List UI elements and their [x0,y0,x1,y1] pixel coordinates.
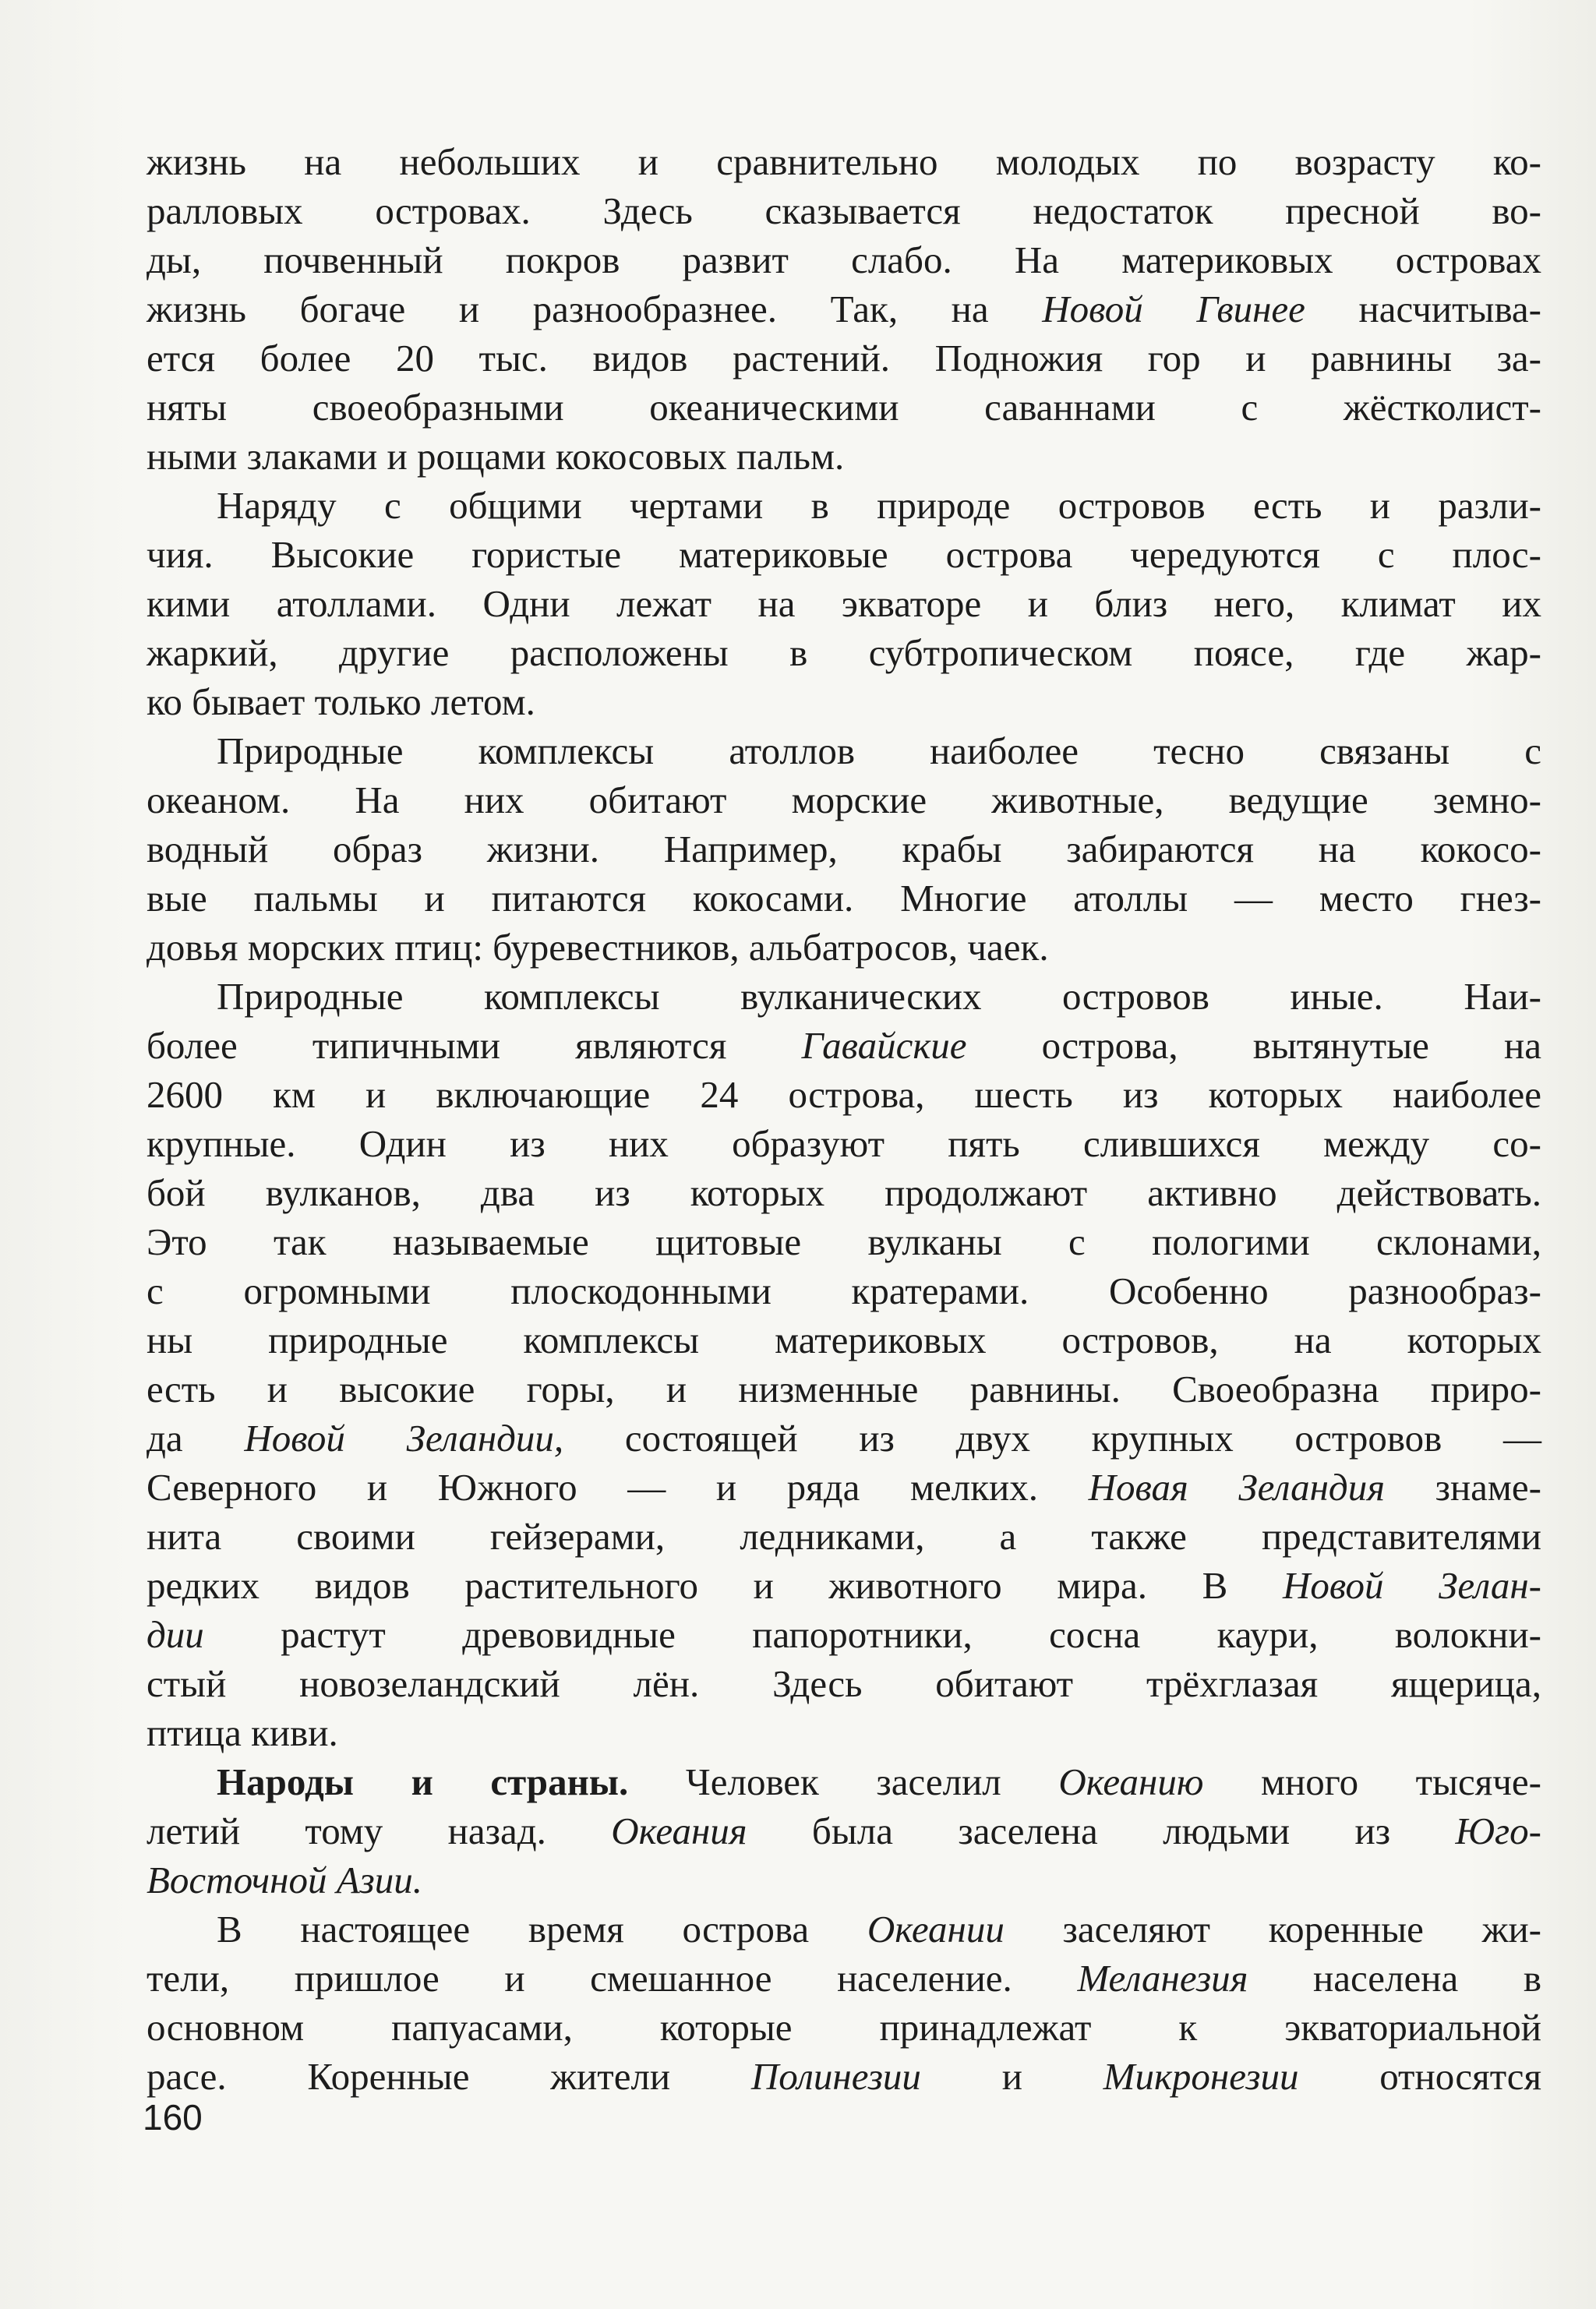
text-line [147,923,1541,972]
text-run: населена в [1248,1957,1541,2000]
text-run: птица киви. [147,1711,338,1754]
text-run: тели, пришлое и смешанное население. [147,1957,1078,2000]
text-line [147,235,1541,284]
italic-term: Микронезии [1103,2055,1299,2098]
text-line [147,1512,1541,1561]
text-run: Северного и Южного — и ряда мелких. [147,1466,1089,1509]
text-run: нита своими гейзерами, ледниками, а также представителями [147,1515,1541,1558]
text-line [147,186,1541,235]
text-run: состоящей из двух крупных островов — [563,1417,1541,1460]
text-line [147,1365,1541,1414]
text-line [147,1855,1541,1905]
text-line [147,2052,1541,2101]
text-line [147,1217,1541,1266]
page-number: 160 [143,2097,203,2138]
text-run: няты своеобразными океаническими саваннами с жёстколист- [147,386,1541,429]
italic-term: Новой Зеландии, [244,1417,564,1460]
text-run: более типичными являются [147,1024,802,1067]
text-run: жаркий, другие расположены в субтропическом поясе, где жар- [147,631,1541,674]
text-run: и [920,2055,1103,2098]
text-run: водный образ жизни. Например, крабы забираются на кокосо- [147,828,1541,870]
text-run: Природные комплексы вулканических островов иные. Наи- [217,975,1541,1018]
text-line [147,1905,1541,1954]
paragraph [147,972,1541,1757]
text-run: есть и высокие горы, и низменные равнины. Своеобразна приро- [147,1368,1541,1410]
text-line [147,775,1541,824]
text-line [147,1070,1541,1119]
text-line [147,1659,1541,1708]
text-line [147,1561,1541,1610]
text-line [147,1463,1541,1512]
paragraph [147,1757,1541,1905]
text-run: Наряду с общими чертами в природе островов есть и разли- [217,484,1541,527]
text-run: крупные. Один из них образуют пять слившихся между со- [147,1122,1541,1165]
text-run: жизнь на небольших и сравнительно молодых по возрасту ко- [147,140,1541,183]
text-line [147,481,1541,530]
text-run: редких видов растительного и животного мира. В [147,1564,1283,1607]
text-run: Это так называемые щитовые вулканы с пологими склонами, [147,1220,1541,1263]
text-run: ды, почвенный покров развит слабо. На материковых островах [147,238,1541,281]
text-line [147,2003,1541,2052]
text-run: была заселена людьми из [747,1809,1456,1852]
paragraph [147,481,1541,726]
text-line [147,1266,1541,1315]
paragraph [147,1905,1541,2101]
italic-term: Гавайские [801,1024,967,1067]
italic-term: Полинезии [750,2055,921,2098]
text-run: ется более 20 тыс. видов растений. Подножия гор и равнины за- [147,337,1541,380]
text-run: острова, вытянутые на [966,1024,1541,1067]
text-line [147,334,1541,383]
text-run: кими атоллами. Одни лежат на экваторе и близ него, климат их [147,582,1541,625]
text-line [147,824,1541,874]
text-line [147,972,1541,1021]
text-run: довья морских птиц: буревестников, альбатросов, чаек. [147,926,1049,969]
text-line [147,628,1541,677]
text-run: Человек заселил [628,1760,1059,1803]
paragraph [147,137,1541,481]
text-line [147,1021,1541,1070]
text-run: насчитыва- [1305,288,1541,330]
paragraph [147,726,1541,972]
text-run: знаме- [1384,1466,1541,1509]
text-run: растут древовидные папоротники, сосна каури, волокни- [203,1613,1541,1656]
text-line [147,1315,1541,1365]
text-run: относятся [1298,2055,1541,2098]
text-run: чия. Высокие гористые материковые острова чередуются с плос- [147,533,1541,576]
text-run: заселяют коренные жи- [1004,1908,1541,1951]
text-run: с огромными плоскодонными кратерами. Особенно разнообраз- [147,1269,1541,1312]
text-run: стый новозеландский лён. Здесь обитают трёхглазая ящерица, [147,1662,1541,1705]
text-run: много тысяче- [1203,1760,1541,1803]
bold-heading-run: Народы и страны. [217,1760,629,1803]
text-run: 2600 км и включающие 24 острова, шесть из которых наиболее [147,1073,1541,1116]
body-text [147,137,1541,2101]
text-run: расе. Коренные жители [147,2055,751,2098]
text-run: Природные комплексы атоллов наиболее тесно связаны с [217,729,1541,772]
text-line [147,1757,1541,1806]
text-run: основном папуасами, которые принадлежат к экваториальной [147,2006,1541,2049]
text-run: океаном. На них обитают морские животные, ведущие земно- [147,778,1541,821]
text-line [147,1168,1541,1217]
text-run: да [147,1417,245,1460]
text-line [147,383,1541,432]
italic-term: Океании [867,1908,1005,1951]
text-line [147,1806,1541,1855]
text-line [147,1708,1541,1757]
text-line [147,726,1541,775]
italic-term: Океанию [1058,1760,1204,1803]
text-line [147,874,1541,923]
text-run: ными злаками и рощами кокосовых пальм. [147,435,845,478]
text-line [147,432,1541,481]
text-run: ны природные комплексы материковых островов, на которых [147,1319,1541,1361]
italic-term: Восточной Азии. [147,1859,423,1901]
text-run: жизнь богаче и разнообразнее. Так, на [147,288,1043,330]
italic-term: Новая Зеландия [1088,1466,1385,1509]
italic-term: Океания [611,1809,747,1852]
text-line [147,579,1541,628]
italic-term: Новой Гвинее [1042,288,1305,330]
text-run: ко бывает только летом. [147,680,535,723]
italic-term: Новой Зелан- [1282,1564,1541,1607]
text-run: вые пальмы и питаются кокосами. Многие атоллы — место гнез- [147,877,1541,920]
text-line [147,1414,1541,1463]
text-line [147,530,1541,579]
italic-term: Меланезия [1077,1957,1248,2000]
text-run: В настоящее время острова [217,1908,867,1951]
text-line [147,1610,1541,1659]
text-run: бой вулканов, два из которых продолжают активно действовать. [147,1171,1541,1214]
italic-term: дии [147,1613,204,1656]
text-line [147,1954,1541,2003]
text-line [147,137,1541,186]
text-run: летий тому назад. [147,1809,612,1852]
text-line [147,1119,1541,1168]
text-run: ралловых островах. Здесь сказывается недостаток пресной во- [147,189,1541,232]
italic-term: Юго- [1455,1809,1541,1852]
text-line [147,677,1541,726]
text-line [147,284,1541,334]
